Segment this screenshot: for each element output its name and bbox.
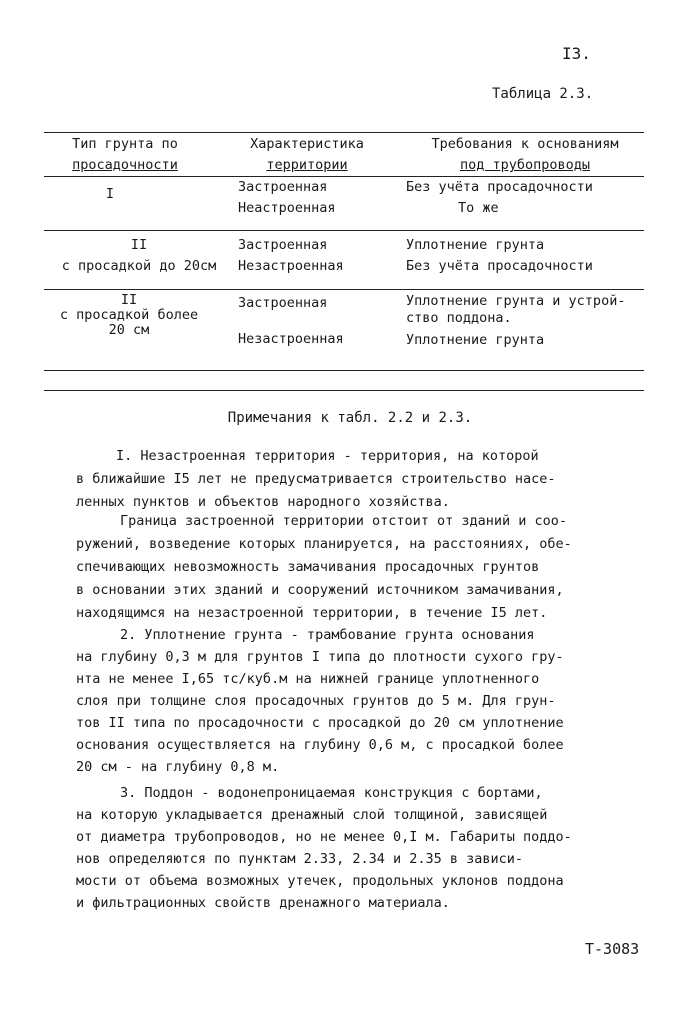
table-bottom-rule [44,370,644,371]
row2-soil-type: II с просадкой до 20см [61,237,217,274]
row3-territory: Застроенная Незастроенная [238,295,344,347]
note-paragraph-2: Граница застроенной территории отстоит от зданий и соо- ружений, возведение которых планируется, на расстояниях, обе- спечивающих невозможность замачивания просадочных грунтов в основании этих зданий и сооружений источником замачивания, находящимся на незастроенной территории, в течение I5 лет. [76,513,572,621]
note-paragraph-4: 3. Поддон - водонепроницаемая конструкция с бортами, на которую укладывается дренажный слой толщиной, зависящей от диаметра трубопроводов, но не менее 0,I м. Габариты поддо- нов определяются по пунктам 2.33, 2.34 и 2.35 в зависи- мости от объема возможных утечек, продольных уклонов поддона и фильтрационных свойств дренажного материала. [76,785,572,911]
notes-title: Примечания к табл. 2.2 и 2.3. [227,410,473,426]
row2-requirement: Уплотнение грунта Без учёта просадочности [406,237,593,274]
table-top-rule [44,132,644,133]
header-requirements: Требования к основаниям под трубопроводы [431,136,619,173]
document-code: Т-3083 [585,940,640,958]
row1-soil-type: I [105,186,115,202]
note-paragraph-1: I. Незастроенная территория - территория, на которой в ближайшие I5 лет не предусматривается строительство насе- ленных пунктов и объектов народного хозяйства. [76,448,556,510]
row3-soil-type: II с просадкой более 20 см [59,292,199,338]
header-territory: Характеристика территории [250,136,364,173]
row1-territory: Застроенная Неастроенная [238,179,336,216]
separator-rule [44,390,644,391]
table-row-rule [44,230,644,231]
row3-requirement: Уплотнение грунта и устрой- ство поддона. Уплотнение грунта [406,293,626,348]
row1-requirement: Без учёта просадочности То же [406,179,593,216]
row2-territory: Застроенная Незастроенная [238,237,344,274]
header-soil-type: Тип грунта по просадочности [72,136,178,173]
table-caption: Таблица 2.3. [492,86,594,102]
note-paragraph-3: 2. Уплотнение грунта - трамбование грунта основания на глубину 0,3 м для грунтов I типа до плотности сухого гру- нта не менее I,65 тс/куб.м на нижней границе уплотненного слоя при толщине слоя просадочных грунтов до 5 м. Для грун- тов II типа по просадочности с просадкой до 20 см уплотнение основания осуществляется на глубину 0,6 м, с просадкой более 20 см - на глубину 0,8 м. [76,627,564,775]
table-row-rule [44,289,644,290]
page-number: I3. [562,44,591,63]
